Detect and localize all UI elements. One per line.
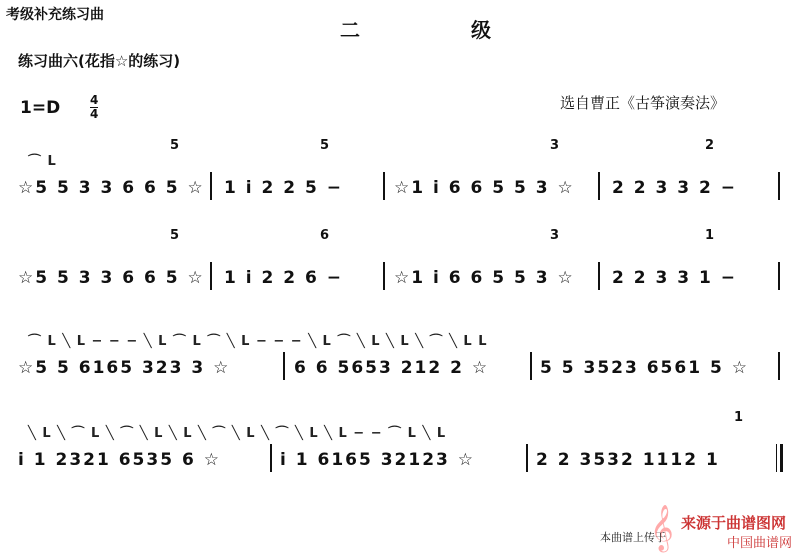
- measure: 1 i 2 2 5 −: [224, 178, 343, 198]
- measure: 2 2 3 3 1 −: [612, 268, 737, 288]
- upper-number: 5: [170, 228, 180, 243]
- measure: ☆1 i 6 6 5 5 3 ☆: [394, 178, 575, 198]
- score-row-1: [18, 138, 782, 228]
- bar-line: [778, 172, 780, 200]
- source-attribution: 选自曹正《古筝演奏法》: [560, 94, 726, 112]
- upper-number: 5: [320, 138, 330, 153]
- technique-marks: ⌒ L ╲ L − − − ╲ L ⌒ L ⌒ ╲ L − − − ╲ L ⌒ ╲ L ╲ L ╲ ⌒ ╲ L L: [28, 334, 488, 349]
- bar-line: [283, 352, 285, 380]
- measure: i 1 6165 32123 ☆: [280, 450, 476, 470]
- measure: 2 2 3532 1112 1: [536, 450, 720, 470]
- bar-line: [530, 352, 532, 380]
- treble-clef-icon: 𝄞: [650, 505, 674, 551]
- site-logo: 中国曲谱网: [726, 536, 792, 551]
- technique-marks: ╲ L ╲ ⌒ L ╲ ⌒ ╲ L ╲ L ╲ ⌒ ╲ L ╲ ⌒ ╲ L ╲ L − − ⌒ L ╲ L: [28, 426, 447, 441]
- bar-line: [778, 352, 780, 380]
- key-signature: 1=D: [20, 98, 61, 118]
- time-signature: [90, 94, 98, 121]
- bar-line: [598, 262, 600, 290]
- score-row-3: [18, 318, 782, 408]
- upper-number: 3: [550, 138, 560, 153]
- measure: 6 6 5653 212 2 ☆: [294, 358, 490, 378]
- collection-title: 考级补充练习曲: [6, 7, 104, 23]
- upper-number: 1: [734, 410, 744, 425]
- grade-title: 二 级: [340, 18, 543, 42]
- footer-note: 本曲谱上传于: [600, 531, 666, 544]
- bar-line: [210, 262, 212, 290]
- upper-number: 2: [705, 138, 715, 153]
- final-bar-line: [776, 444, 782, 472]
- upper-number: 6: [320, 228, 330, 243]
- bar-line: [383, 172, 385, 200]
- score-row-2: [18, 228, 782, 318]
- measure: ☆5 5 3 3 6 6 5 ☆: [18, 178, 205, 198]
- measure: 5 5 3523 6561 5 ☆: [540, 358, 749, 378]
- bar-line: [210, 172, 212, 200]
- time-signature-denominator: 4: [90, 107, 99, 121]
- measure: i 1 2321 6535 6 ☆: [18, 450, 221, 470]
- bar-line: [383, 262, 385, 290]
- time-signature-numerator: 4: [90, 93, 99, 107]
- measure: ☆5 5 3 3 6 6 5 ☆: [18, 268, 205, 288]
- measure: ☆1 i 6 6 5 5 3 ☆: [394, 268, 575, 288]
- bar-line: [270, 444, 272, 472]
- upper-number: 3: [550, 228, 560, 243]
- upper-number: 1: [705, 228, 715, 243]
- bar-line: [598, 172, 600, 200]
- measure: 1 i 2 2 6 −: [224, 268, 343, 288]
- upper-number: 5: [170, 138, 180, 153]
- bar-line: [778, 262, 780, 290]
- watermark-text: 来源于曲谱图网: [680, 514, 786, 532]
- score-row-4: [18, 410, 782, 500]
- piece-title: 练习曲六(花指☆的练习): [18, 52, 181, 70]
- bar-line: [526, 444, 528, 472]
- measure: ☆5 5 6165 323 3 ☆: [18, 358, 231, 378]
- technique-marks: ⌒ L: [28, 154, 57, 169]
- measure: 2 2 3 3 2 −: [612, 178, 737, 198]
